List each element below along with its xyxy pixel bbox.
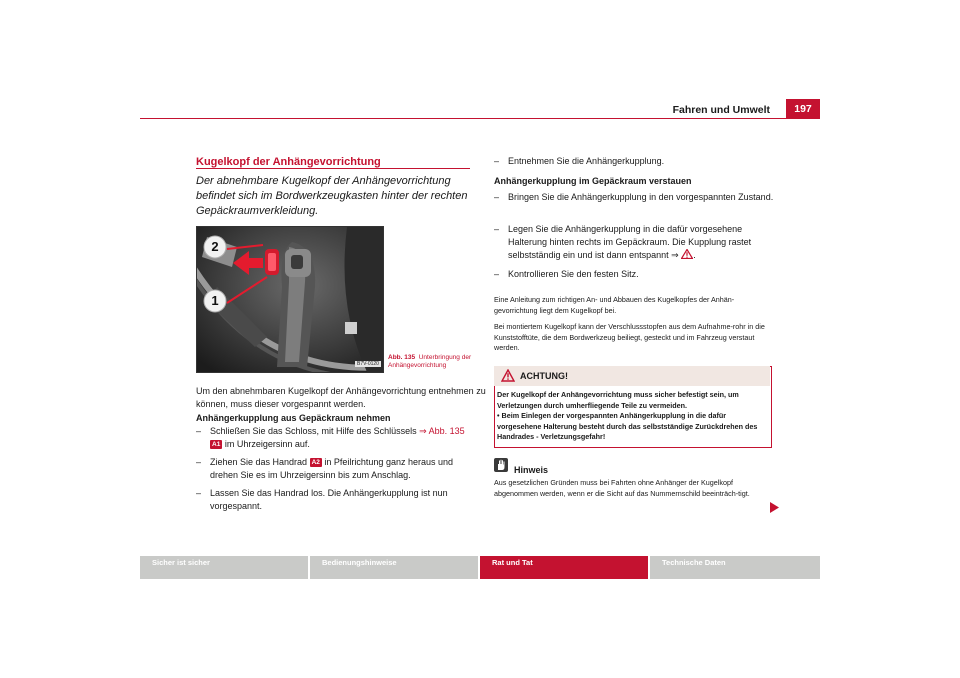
nav-tab-rat-und-tat[interactable]: Rat und Tat bbox=[480, 556, 648, 579]
step-1 bbox=[196, 425, 481, 451]
step-2-text-end: in Pfeilrichtung ganz heraus und drehen Sie es im Uhrzeigersinn bis zum Anschlag. bbox=[210, 457, 453, 480]
header-rule bbox=[140, 118, 820, 119]
caption-text: Unterbringung der Anhängevorrichtung bbox=[388, 354, 472, 369]
tow-hitch-photo-illustration bbox=[197, 227, 383, 372]
note-hand-icon bbox=[494, 458, 508, 472]
part-badge-a2: A2 bbox=[311, 459, 320, 466]
step-5-text: Bringen Sie die Anhängerkupplung in den vorgespannten Zustand. bbox=[508, 192, 774, 202]
step-5 bbox=[494, 191, 774, 204]
nav-tab-sicher[interactable]: Sicher ist sicher bbox=[140, 556, 308, 579]
step-4 bbox=[494, 155, 774, 168]
bullet: • bbox=[497, 411, 500, 420]
subheading-remove: Anhängerkupplung aus Gepäckraum nehmen bbox=[196, 413, 391, 423]
step-6-text: Legen Sie die Anhängerkupplung in die dafür vorgesehene Halterung hinten rechts im Gepäckraum. Die Kupplung rastet selbstständig ein und ist dann entspannt ⇒ bbox=[508, 224, 752, 260]
step-3 bbox=[196, 487, 481, 513]
section-intro: Der abnehmbare Kugelkopf der Anhängevorrichtung befindet sich im Bordwerkzeugkasten hinter der rechten Gepäckraumverkleidung. bbox=[196, 175, 468, 217]
hinweis-text: Aus gesetzlichen Gründen muss bei Fahrten ohne Anhänger der Kugelkopf abgenommen werden, wenn er die Sicht auf das Nummernschild beeinträch-tigt. bbox=[494, 478, 750, 498]
figure-reference-link[interactable]: ⇒ Abb. 135 bbox=[419, 426, 465, 436]
caption-number: Abb. 135 bbox=[388, 354, 416, 361]
warning-text-1: Der Kugelkopf der Anhängevorrichtung muss sicher befestigt sein, um Verletzungen durch umherfliegende Teile zu vermeiden. bbox=[497, 390, 739, 410]
figure-caption bbox=[388, 354, 478, 370]
nav-tab-technische-daten[interactable]: Technische Daten bbox=[650, 556, 820, 579]
warning-title: ACHTUNG! bbox=[520, 371, 568, 381]
callout-1: 1 bbox=[211, 293, 219, 308]
dash-marker: – bbox=[494, 224, 500, 234]
step-2 bbox=[196, 456, 481, 482]
warning-triangle-icon bbox=[681, 249, 693, 259]
running-header-title: Fahren und Umwelt bbox=[672, 104, 770, 116]
subheading-stow: Anhängerkupplung im Gepäckraum verstauen bbox=[494, 176, 692, 186]
step-6: – Legen Sie die Anhängerkupplung in die dafür vorgesehene Halterung hinten rechts im Gepäckraum. Die Kupplung rastet selbstständig ein und ist dann entspannt ⇒ . bbox=[494, 224, 752, 260]
step-3-text: Lassen Sie das Handrad los. Die Anhängerkupplung ist nun vorgespannt. bbox=[210, 488, 448, 511]
dash-marker: – bbox=[494, 156, 500, 166]
dash-marker: – bbox=[196, 488, 202, 498]
section-rule bbox=[196, 168, 470, 169]
step-7 bbox=[494, 268, 774, 281]
step-1-text-end: im Uhrzeigersinn auf. bbox=[224, 439, 310, 449]
step-7-text: Kontrollieren Sie den festen Sitz. bbox=[508, 269, 639, 279]
hinweis-title: Hinweis bbox=[514, 465, 549, 475]
note-paragraph-2: Bei montiertem Kugelkopf kann der Verschlussstopfen aus dem Aufnahme-rohr in die Kunststofftüte, die dem Bordwerkzeug beiliegt, gesteckt und im Fahrzeug verstaut werden. bbox=[494, 322, 765, 352]
hand-icon bbox=[494, 458, 508, 472]
intro-paragraph: Um den abnehmbaren Kugelkopf der Anhängevorrichtung entnehmen zu können, muss dieser vorgespannt werden. bbox=[196, 386, 486, 409]
warning-triangle-icon bbox=[501, 369, 515, 382]
continue-arrow-icon bbox=[770, 502, 779, 513]
callout-2: 2 bbox=[211, 239, 219, 254]
step-2-text: Ziehen Sie das Handrad bbox=[210, 457, 308, 467]
dash-marker: – bbox=[494, 269, 500, 279]
figure-photo bbox=[196, 226, 384, 373]
step-4-text: Entnehmen Sie die Anhängerkupplung. bbox=[508, 156, 665, 166]
figure-code: B7V-0120 bbox=[357, 361, 379, 367]
warning-text bbox=[497, 390, 769, 443]
dash-marker: – bbox=[196, 426, 202, 436]
nav-tab-bedienungshinweise[interactable]: Bedienungshinweise bbox=[310, 556, 478, 579]
dash-marker: – bbox=[196, 457, 202, 467]
note-paragraph-1: Eine Anleitung zum richtigen An- und Abbauen des Kugelkopfes der Anhän-gevorrichtung liegt dem Kugelkopf bei. bbox=[494, 295, 735, 315]
step-1-text: Schließen Sie das Schloss, mit Hilfe des Schlüssels bbox=[210, 426, 417, 436]
warning-text-2: Beim Einlegen der vorgespannten Anhängerkupplung in die dafür vorgesehene Halterung besteht durch das selbstständige Zurückdrehen des Handrades - Verletzungsgefahr! bbox=[497, 411, 758, 441]
section-heading: Kugelkopf der Anhängevorrichtung bbox=[196, 156, 381, 168]
page-number: 197 bbox=[786, 99, 820, 119]
part-badge-a1: A1 bbox=[212, 441, 221, 448]
dash-marker: – bbox=[494, 192, 500, 202]
